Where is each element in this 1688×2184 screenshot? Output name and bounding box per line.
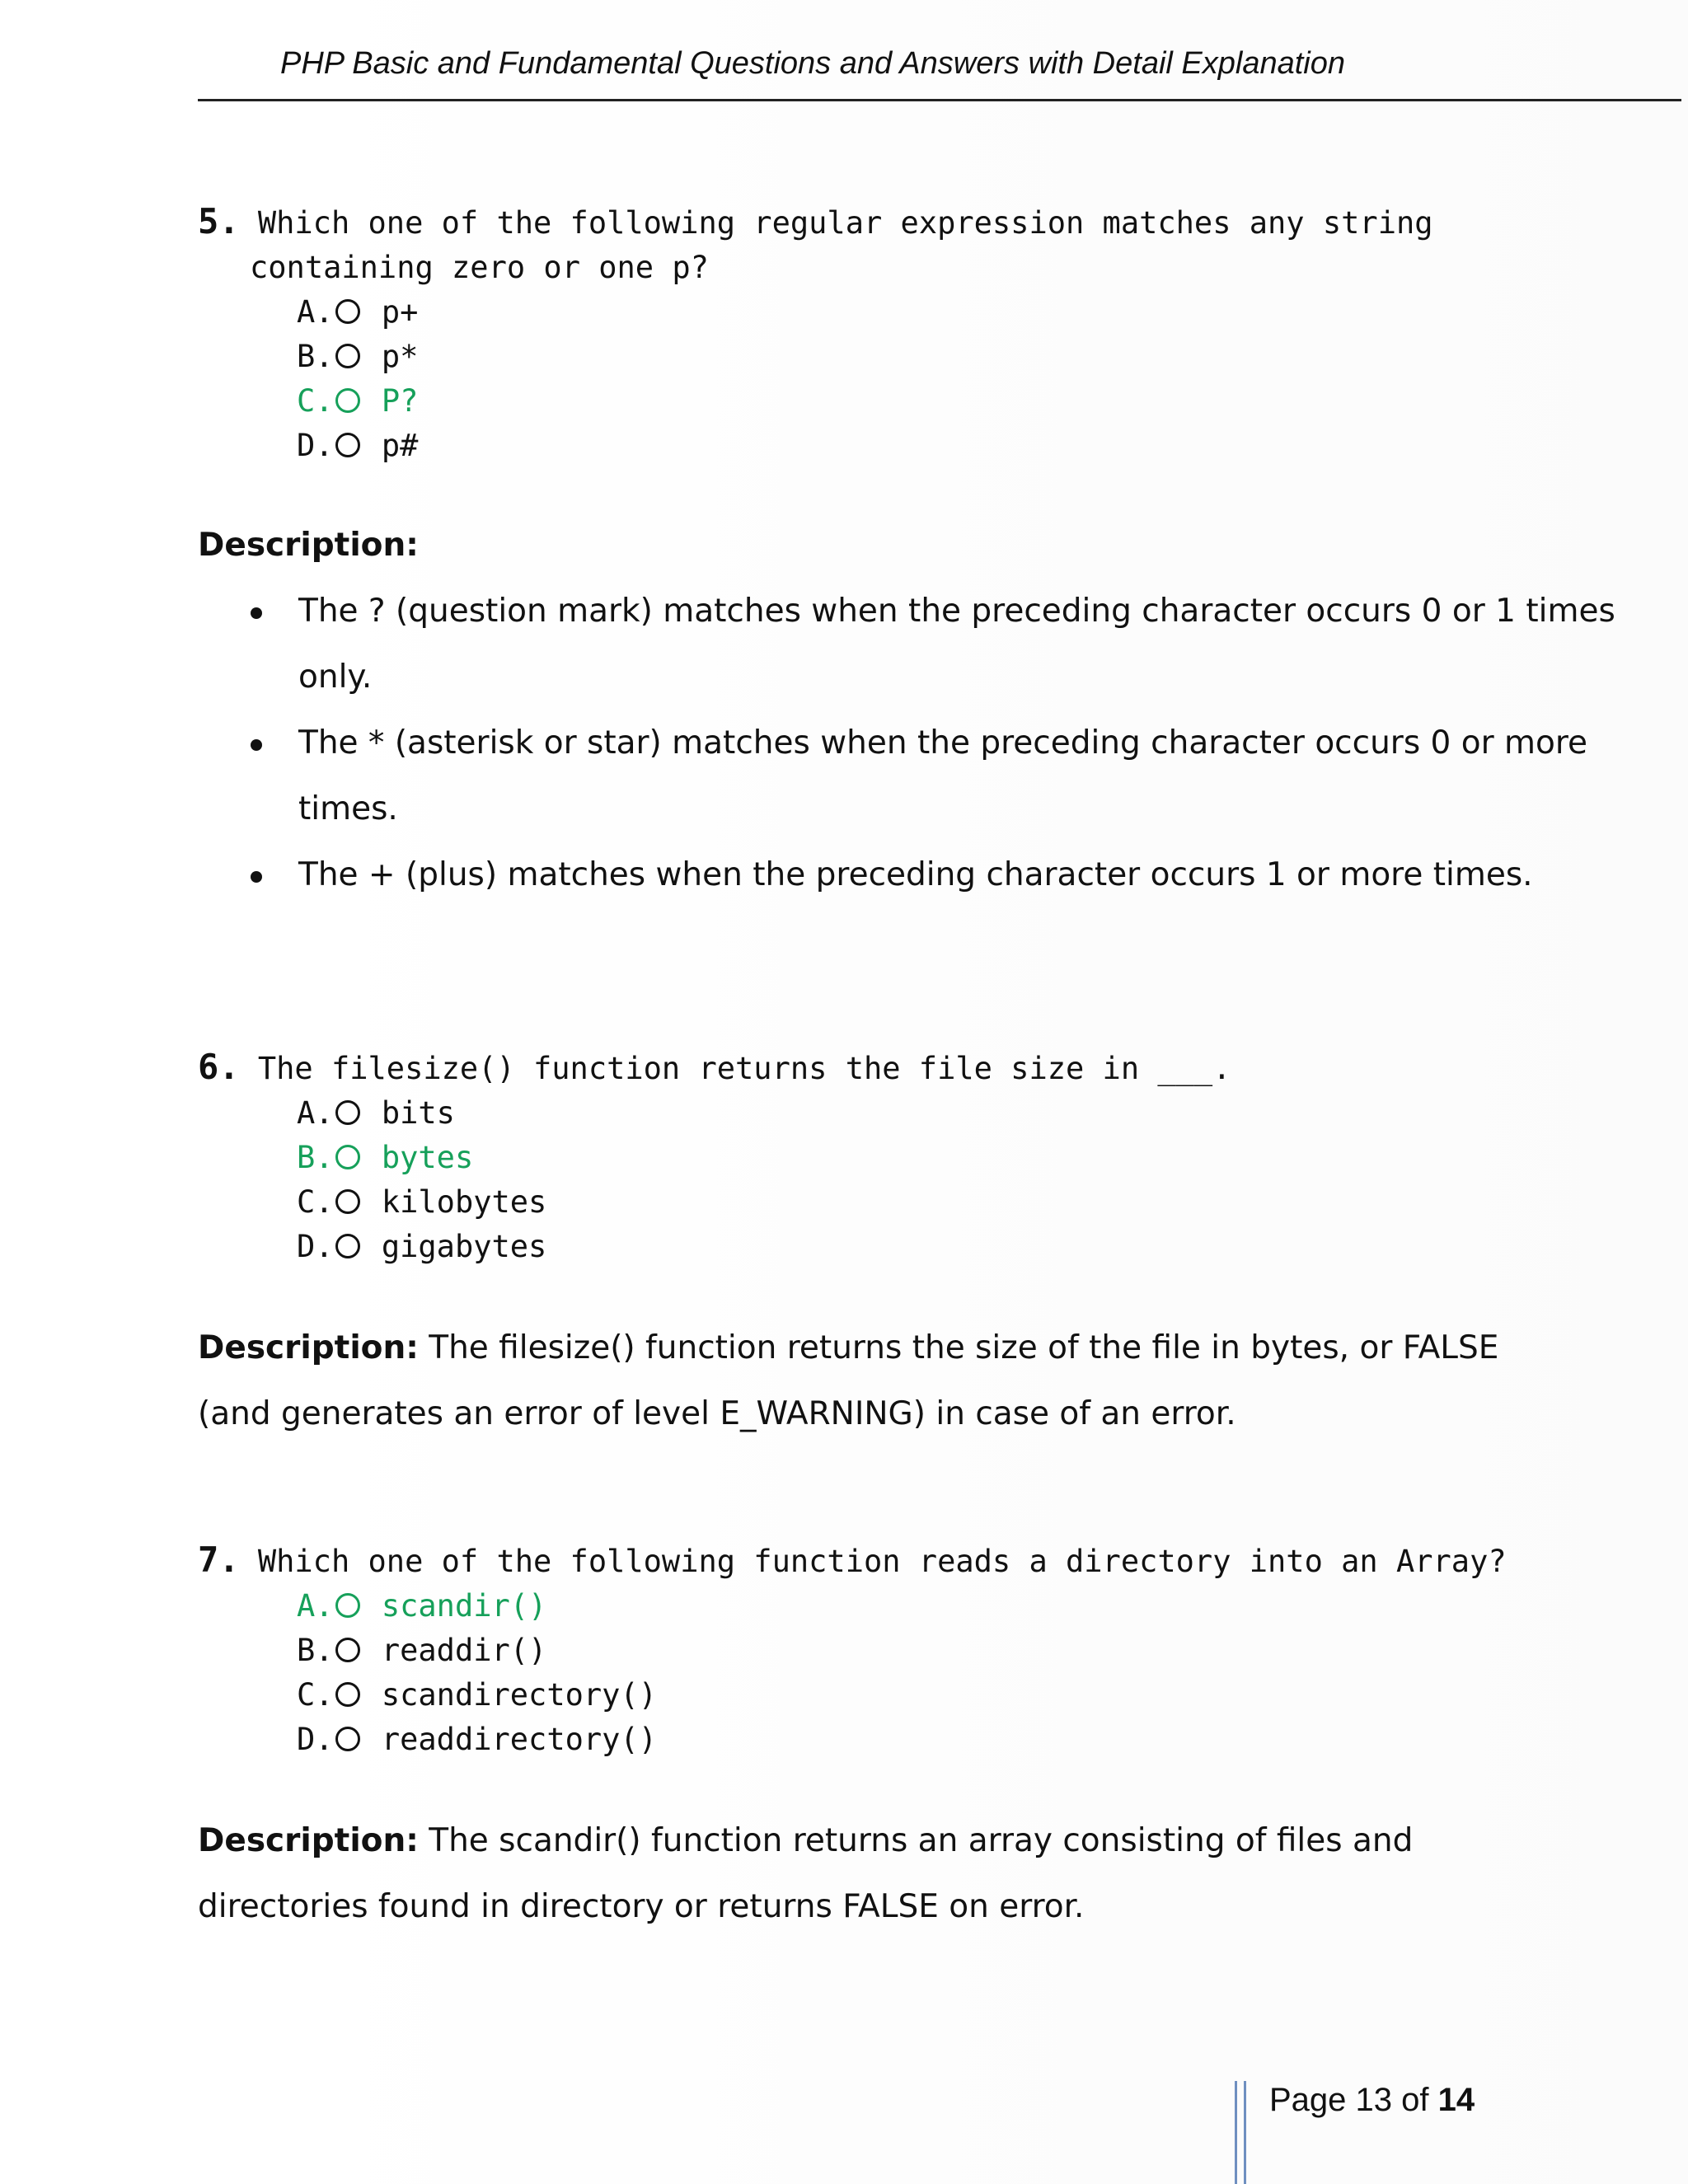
option-text: gigabytes [381, 1229, 547, 1264]
option-letter: B. [297, 1140, 334, 1175]
option-text: p+ [381, 294, 419, 330]
option-a[interactable] [297, 290, 1433, 335]
option-letter: A. [297, 1095, 334, 1131]
bullet-icon [251, 871, 262, 883]
question-text: The filesize() function returns the file size in ___. [257, 1051, 1231, 1086]
option-a[interactable] [297, 1091, 1231, 1136]
option-letter: C. [297, 383, 334, 419]
radio-circle-icon[interactable] [335, 1593, 360, 1618]
radio-circle-icon[interactable] [335, 433, 360, 457]
radio-circle-icon[interactable] [335, 299, 360, 324]
option-d[interactable] [297, 1225, 1231, 1269]
footer-divider-bar [1235, 2081, 1246, 2184]
question-number: 5. [198, 201, 240, 241]
option-letter: D. [297, 1722, 334, 1757]
bullet-item [198, 842, 1617, 908]
option-a-correct[interactable] [297, 1584, 1507, 1629]
radio-circle-icon[interactable] [335, 1727, 360, 1751]
radio-circle-icon[interactable] [335, 1189, 360, 1214]
answer-options [198, 1091, 1231, 1269]
option-c-correct[interactable] [297, 379, 1433, 424]
question-text-continued: containing zero or one p? [250, 250, 709, 285]
option-letter: B. [297, 1633, 334, 1668]
radio-circle-icon[interactable] [335, 1145, 360, 1169]
description-7 [198, 1808, 1517, 1940]
bullet-text: The ? (question mark) matches when the preceding character occurs 0 or 1 times only. [298, 593, 1615, 696]
question-number: 6. [198, 1047, 240, 1087]
option-b[interactable] [297, 1629, 1507, 1673]
question-5 [198, 199, 1433, 468]
option-d[interactable] [297, 1718, 1507, 1762]
description-label: Description: [198, 1329, 419, 1366]
option-text: p# [381, 428, 419, 463]
option-text: scandirectory() [381, 1677, 657, 1713]
description-text: The filesize() function returns the size of the file in bytes, or FALSE (and generates an error of level E_WARNING) in case of an error. [198, 1329, 1499, 1432]
option-letter: D. [297, 1229, 334, 1264]
option-letter: A. [297, 1588, 334, 1624]
option-text: p* [381, 339, 419, 374]
answer-options [198, 1584, 1507, 1762]
description-bullets [198, 579, 1615, 908]
option-text: bits [381, 1095, 455, 1131]
option-letter: A. [297, 294, 334, 330]
bullet-text: The * (asterisk or star) matches when the preceding character occurs 0 or more times. [298, 724, 1588, 827]
page-number-prefix: Page 13 of [1269, 2082, 1429, 2118]
option-letter: C. [297, 1184, 334, 1220]
description-text: The scandir() function returns an array consisting of files and directories found in directory or returns FALSE on error. [198, 1822, 1414, 1925]
description-6 [198, 1315, 1517, 1447]
question-7 [198, 1538, 1507, 1762]
description-label: Description: [198, 527, 419, 564]
option-letter: C. [297, 1677, 334, 1713]
page-number [1269, 2082, 1475, 2119]
bullet-item [198, 710, 1617, 842]
option-letter: D. [297, 428, 334, 463]
radio-circle-icon[interactable] [335, 1100, 360, 1125]
radio-circle-icon[interactable] [335, 388, 360, 413]
option-text: readdirectory() [381, 1722, 657, 1757]
option-b-correct[interactable] [297, 1136, 1231, 1180]
radio-circle-icon[interactable] [335, 1682, 360, 1707]
question-text: Which one of the following function reads a directory into an Array? [257, 1544, 1507, 1579]
question-6 [198, 1045, 1231, 1269]
option-letter: B. [297, 339, 334, 374]
bullet-icon [251, 739, 262, 751]
bullet-text: The + (plus) matches when the preceding character occurs 1 or more times. [298, 856, 1533, 893]
page-total: 14 [1437, 2082, 1475, 2118]
question-number: 7. [198, 1540, 240, 1580]
bullet-icon [251, 607, 262, 619]
option-text: P? [381, 383, 419, 419]
answer-options [198, 290, 1433, 468]
bullet-item [198, 579, 1617, 710]
option-text: readdir() [381, 1633, 547, 1668]
description-5 [198, 513, 1615, 908]
running-header: PHP Basic and Fundamental Questions and Answers with Detail Explanation [280, 46, 1345, 81]
radio-circle-icon[interactable] [335, 1638, 360, 1662]
description-label: Description: [198, 1822, 419, 1859]
option-text: bytes [381, 1140, 474, 1175]
option-text: scandir() [381, 1588, 547, 1624]
question-text: Which one of the following regular expression matches any string [257, 205, 1433, 241]
header-divider [198, 99, 1681, 101]
radio-circle-icon[interactable] [335, 1234, 360, 1258]
option-c[interactable] [297, 1673, 1507, 1718]
option-b[interactable] [297, 335, 1433, 379]
option-d[interactable] [297, 424, 1433, 468]
radio-circle-icon[interactable] [335, 344, 360, 368]
option-text: kilobytes [381, 1184, 547, 1220]
option-c[interactable] [297, 1180, 1231, 1225]
